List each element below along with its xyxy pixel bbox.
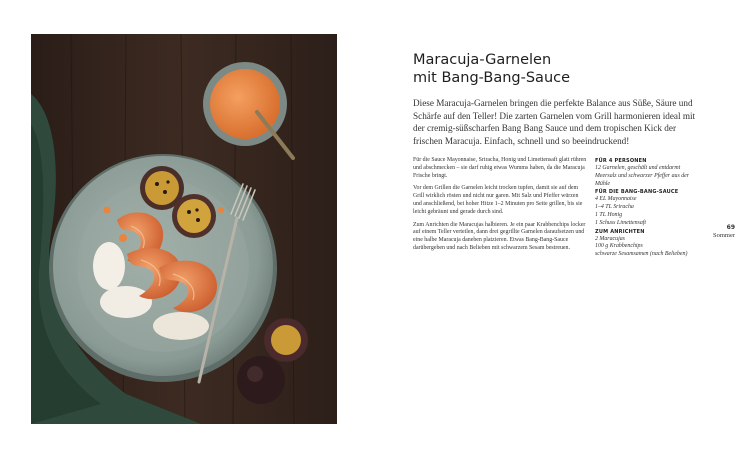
recipe-title-line-2: mit Bang-Bang-Sauce (413, 70, 571, 86)
ingredient-item: 12 Garnelen, geschält und entdarmt (595, 165, 681, 171)
method-step: Für die Sauce Mayonnaise, Sriracha, Honig und Limettensaft glatt rühren und abschmecken – sie darf ruhig etwas Wumms haben, da die Maracuja Frische bringt. (413, 157, 587, 179)
ingredients-column (595, 157, 705, 259)
section-name: Sommer (712, 232, 735, 239)
page-footer (700, 224, 735, 240)
ingredient-item: schwarze Sesamsamen (nach Belieben) (595, 251, 688, 258)
recipe-photo (31, 34, 337, 424)
recipe-title (413, 51, 713, 87)
ingredient-item: Meersalz und schwarzer Pfeffer aus der Mühle (595, 172, 690, 187)
ingredient-item: 4 EL Mayonnaise (595, 196, 637, 203)
recipe-intro: Diese Maracuja-Garnelen bringen die perfekte Balance aus Süße, Säure und Schärfe auf den Teller! Die zarten Garnelen vom Grill harmonieren ideal mit der cremig-süßscharfen Bang Bang Sauce und dem tropischen Kick der frischen Maracuja. Einfach, schnell und so beeindruckend! (413, 98, 696, 146)
ingredient-item: 1 Schuss Limettensaft (595, 219, 647, 226)
ingredient-item: 1–4 TL Sriracha (595, 204, 634, 211)
food-illustration (31, 34, 337, 424)
ingredients-heading: ZUM ANRICHTEN (595, 228, 645, 235)
method-step: Zum Anrichten die Maracujas halbieren. Je ein paar Krabbenchips locker auf einem Teller verteilen, dann drei gegrillte Garnelen daraufsetzen und eine halbe Maracuja daneben platzieren. Etwas Bang-Bang-Sauce darübergeben und nach Belieben mit schwarzem Sesam bestreuen. (413, 221, 586, 251)
page-number: 69 (726, 224, 735, 231)
ingredient-item: 1 TL Honig (595, 211, 623, 218)
recipe-title-line-1: Maracuja-Garnelen (413, 52, 552, 68)
ingredient-item: 2 Maracujas (595, 235, 625, 242)
ingredient-item: 100 g Krabbenchips (595, 243, 643, 250)
ingredients-heading: FÜR 4 PERSONEN (595, 158, 647, 164)
method-column (413, 157, 588, 258)
ingredients-heading: FÜR DIE BANG-BANG-SAUCE (595, 189, 679, 196)
method-step: Vor dem Grillen die Garnelen leicht trocken tupfen, damit sie auf dem Grill wirklich rösten und nicht nur garen. Mit Salz und Pfeffer würzen und anschließend, bei hoher Hitze 1–2 Minuten pro Seite grillen, bis sie leicht gebräunt und gerade durch sind. (413, 185, 583, 215)
